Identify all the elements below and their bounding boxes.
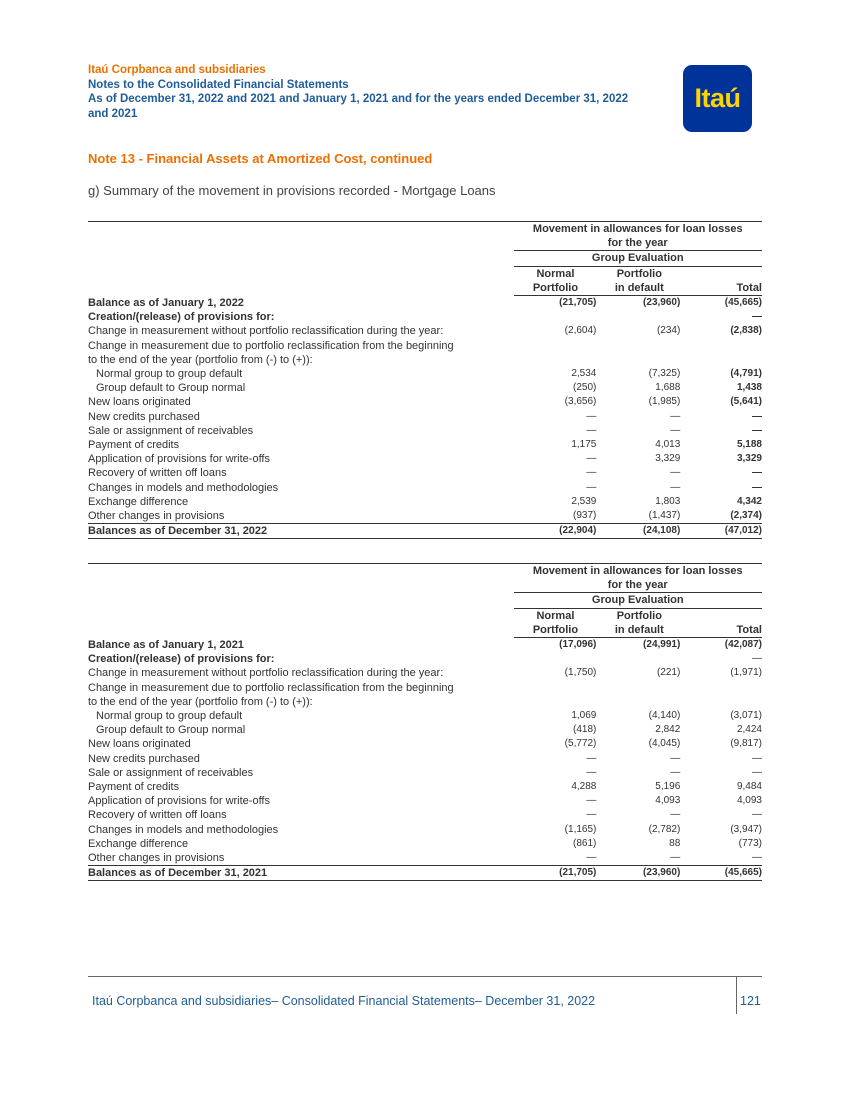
row-label: New credits purchased xyxy=(88,752,200,765)
header-line-2: Notes to the Consolidated Financial Statements xyxy=(88,78,349,91)
total-value: 5,188 xyxy=(736,439,762,451)
row-label: to the end of the year (portfolio from (-) to (+)): xyxy=(88,695,313,708)
row-label: New credits purchased xyxy=(88,410,200,423)
row-label: Balances as of December 31, 2022 xyxy=(88,524,514,539)
portfolio-in-default-value: 5,196 xyxy=(655,781,681,793)
col-default-heading-b: in default xyxy=(597,623,681,638)
total-value: (4,791) xyxy=(730,368,762,380)
total-value: — xyxy=(752,467,762,479)
portfolio-in-default-value: (2,782) xyxy=(648,823,681,835)
table-row xyxy=(88,310,762,324)
total-value xyxy=(681,681,762,695)
table-row xyxy=(88,524,762,539)
row-label: Change in measurement without portfolio reclassification during the year: xyxy=(88,667,444,680)
table-row xyxy=(88,452,762,466)
normal-portfolio-value: (2,604) xyxy=(564,325,597,337)
row-label: Exchange difference xyxy=(88,495,189,508)
total-value: — xyxy=(752,766,762,778)
table-row xyxy=(88,438,762,452)
total-value: (1,971) xyxy=(730,667,762,679)
portfolio-in-default-value: 1,688 xyxy=(655,382,681,394)
table-heading-line-2: for the year xyxy=(514,578,762,593)
normal-portfolio-value: 1,175 xyxy=(571,439,597,451)
col-default-heading-b: in default xyxy=(597,281,681,296)
portfolio-in-default-value: (23,960) xyxy=(643,297,681,309)
table-row xyxy=(88,339,762,353)
footer-vertical-divider xyxy=(736,976,737,1014)
portfolio-in-default-value: (23,960) xyxy=(597,866,681,881)
portfolio-in-default-value xyxy=(597,652,681,666)
normal-portfolio-value: 2,534 xyxy=(571,368,597,380)
table-row xyxy=(88,424,762,438)
total-value: (42,087) xyxy=(724,639,762,651)
normal-portfolio-value: — xyxy=(586,467,597,479)
normal-portfolio-value xyxy=(514,353,598,367)
table-row xyxy=(88,367,762,381)
total-value: — xyxy=(752,809,762,821)
group-evaluation-heading: Group Evaluation xyxy=(514,593,762,608)
row-label: Changes in models and methodologies xyxy=(88,823,279,836)
normal-portfolio-value: — xyxy=(586,809,597,821)
table-row xyxy=(88,466,762,480)
row-label: Change in measurement due to portfolio reclassification from the beginning xyxy=(88,339,454,352)
row-label: Normal group to group default xyxy=(96,710,243,723)
col-total-heading: Total xyxy=(681,623,762,638)
row-label: New loans originated xyxy=(88,396,191,409)
table-row xyxy=(88,666,762,680)
portfolio-in-default-value: 4,093 xyxy=(655,795,681,807)
company-name: Itaú Corpbanca and subsidiaries xyxy=(88,64,266,76)
portfolio-in-default-value: — xyxy=(670,467,681,479)
normal-portfolio-value: (1,750) xyxy=(564,667,597,679)
group-evaluation-heading: Group Evaluation xyxy=(514,251,762,266)
portfolio-in-default-value: — xyxy=(670,481,681,493)
table-row xyxy=(88,681,762,695)
row-label: Application of provisions for write-offs xyxy=(88,453,270,466)
table-row xyxy=(88,709,762,723)
header-line-4: and 2021 xyxy=(88,107,138,120)
table-row xyxy=(88,808,762,822)
col-total-heading: Total xyxy=(681,281,762,296)
portfolio-in-default-value: — xyxy=(670,852,681,864)
portfolio-in-default-value xyxy=(597,353,681,367)
portfolio-in-default-value: (4,045) xyxy=(648,738,681,750)
portfolio-in-default-value: 1,803 xyxy=(655,495,681,507)
row-label: Recovery of written off loans xyxy=(88,467,227,480)
row-label: Change in measurement without portfolio reclassification during the year: xyxy=(88,325,444,338)
col-normal-heading-a: Normal xyxy=(536,609,575,622)
row-label: Normal group to group default xyxy=(96,368,243,381)
total-value: — xyxy=(752,311,762,323)
normal-portfolio-value: — xyxy=(586,424,597,436)
normal-portfolio-value: — xyxy=(586,453,597,465)
portfolio-in-default-value xyxy=(597,681,681,695)
normal-portfolio-value: — xyxy=(586,481,597,493)
normal-portfolio-value: — xyxy=(586,852,597,864)
portfolio-in-default-value: — xyxy=(670,410,681,422)
portfolio-in-default-value: — xyxy=(670,424,681,436)
portfolio-in-default-value xyxy=(597,695,681,709)
normal-portfolio-value xyxy=(514,652,598,666)
row-label: Balances as of December 31, 2021 xyxy=(88,866,514,881)
row-label: Sale or assignment of receivables xyxy=(88,766,254,779)
row-label: New loans originated xyxy=(88,738,191,751)
normal-portfolio-value: (21,705) xyxy=(559,297,597,309)
total-value: (47,012) xyxy=(681,524,762,539)
table-row xyxy=(88,381,762,395)
row-label: Group default to Group normal xyxy=(96,724,246,737)
table-row xyxy=(88,638,762,653)
normal-portfolio-value: (3,656) xyxy=(564,396,597,408)
normal-portfolio-value: (1,165) xyxy=(564,823,597,835)
table-row xyxy=(88,353,762,367)
total-value: — xyxy=(752,481,762,493)
col-normal-heading-b: Portfolio xyxy=(514,281,598,296)
table-row xyxy=(88,652,762,666)
footer-divider xyxy=(88,976,762,977)
total-value: (45,665) xyxy=(724,297,762,309)
table-row xyxy=(88,509,762,524)
document-header xyxy=(88,63,688,121)
portfolio-in-default-value: (1,437) xyxy=(648,510,681,522)
table-heading-line-2: for the year xyxy=(514,236,762,251)
table-row xyxy=(88,851,762,866)
portfolio-in-default-value: 4,013 xyxy=(655,439,681,451)
normal-portfolio-value: (937) xyxy=(573,510,597,522)
normal-portfolio-value xyxy=(514,681,598,695)
total-value: (2,838) xyxy=(730,325,762,337)
table-row xyxy=(88,823,762,837)
portfolio-in-default-value xyxy=(597,310,681,324)
portfolio-in-default-value xyxy=(597,339,681,353)
logo-text: Itaú xyxy=(694,83,741,113)
section-title: g) Summary of the movement in provisions recorded - Mortgage Loans xyxy=(88,183,496,198)
table-row xyxy=(88,723,762,737)
table-row xyxy=(88,737,762,751)
total-value xyxy=(681,695,762,709)
normal-portfolio-value: — xyxy=(586,410,597,422)
row-label: Creation/(release) of provisions for: xyxy=(88,653,275,666)
row-label: to the end of the year (portfolio from (-) to (+)): xyxy=(88,353,313,366)
normal-portfolio-value: (17,096) xyxy=(559,639,597,651)
normal-portfolio-value: (418) xyxy=(573,724,597,736)
table-row xyxy=(88,837,762,851)
total-value xyxy=(681,353,762,367)
table-row xyxy=(88,766,762,780)
total-value: 2,424 xyxy=(736,724,762,736)
portfolio-in-default-value: (221) xyxy=(656,667,681,679)
normal-portfolio-value xyxy=(514,310,598,324)
normal-portfolio-value: 4,288 xyxy=(571,781,597,793)
footer-text: Itaú Corpbanca and subsidiaries– Consolidated Financial Statements– December 31, 2022 xyxy=(92,994,596,1008)
table-row xyxy=(88,866,762,881)
table-row xyxy=(88,780,762,794)
total-value: (2,374) xyxy=(730,510,762,522)
portfolio-in-default-value: (234) xyxy=(656,325,681,337)
row-label: Change in measurement due to portfolio reclassification from the beginning xyxy=(88,681,454,694)
row-label: Payment of credits xyxy=(88,781,180,794)
portfolio-in-default-value: (1,985) xyxy=(648,396,681,408)
portfolio-in-default-value: 3,329 xyxy=(655,453,681,465)
total-value: — xyxy=(752,752,762,764)
total-value: — xyxy=(752,653,762,665)
provisions-table-2022 xyxy=(88,221,762,539)
table-row xyxy=(88,495,762,509)
normal-portfolio-value: (21,705) xyxy=(514,866,598,881)
row-label: Application of provisions for write-offs xyxy=(88,795,270,808)
table-row xyxy=(88,794,762,808)
total-value: — xyxy=(752,852,762,864)
page-number: 121 xyxy=(740,994,761,1008)
row-label: Balance as of January 1, 2021 xyxy=(88,639,244,652)
row-label: Balance as of January 1, 2022 xyxy=(88,297,244,310)
table-row xyxy=(88,324,762,338)
row-label: Exchange difference xyxy=(88,837,189,850)
total-value xyxy=(681,339,762,353)
total-value: (45,665) xyxy=(681,866,762,881)
itau-logo xyxy=(683,65,752,132)
header-line-3: As of December 31, 2022 and 2021 and January 1, 2021 and for the years ended December 31, 2022 xyxy=(88,93,629,105)
table-row xyxy=(88,481,762,495)
total-value: — xyxy=(752,424,762,436)
total-value: 4,093 xyxy=(736,795,762,807)
normal-portfolio-value: — xyxy=(586,795,597,807)
normal-portfolio-value: 2,539 xyxy=(571,495,597,507)
row-label: Other changes in provisions xyxy=(88,510,225,523)
table-heading-line-1: Movement in allowances for loan losses xyxy=(514,564,762,579)
row-label: Group default to Group normal xyxy=(96,382,246,395)
total-value: 3,329 xyxy=(736,453,762,465)
provisions-table-2021 xyxy=(88,563,762,881)
portfolio-in-default-value: (7,325) xyxy=(648,368,681,380)
normal-portfolio-value: (861) xyxy=(573,837,597,849)
total-value: (5,641) xyxy=(730,396,762,408)
portfolio-in-default-value: 2,842 xyxy=(655,724,681,736)
note-title: Note 13 - Financial Assets at Amortized Cost, continued xyxy=(88,151,433,166)
table-row xyxy=(88,410,762,424)
row-label: Changes in models and methodologies xyxy=(88,481,279,494)
normal-portfolio-value: (250) xyxy=(573,382,597,394)
total-value: (773) xyxy=(738,837,762,849)
normal-portfolio-value: — xyxy=(586,752,597,764)
total-value: 9,484 xyxy=(736,781,762,793)
portfolio-in-default-value: — xyxy=(670,752,681,764)
portfolio-in-default-value: — xyxy=(670,766,681,778)
row-label: Other changes in provisions xyxy=(88,852,225,865)
row-label: Sale or assignment of receivables xyxy=(88,424,254,437)
normal-portfolio-value xyxy=(514,339,598,353)
row-label: Creation/(release) of provisions for: xyxy=(88,311,275,324)
row-label: Recovery of written off loans xyxy=(88,809,227,822)
normal-portfolio-value xyxy=(514,695,598,709)
row-label: Payment of credits xyxy=(88,439,180,452)
normal-portfolio-value: — xyxy=(586,766,597,778)
total-value: (3,071) xyxy=(730,710,762,722)
table-row xyxy=(88,695,762,709)
normal-portfolio-value: 1,069 xyxy=(571,710,597,722)
portfolio-in-default-value: 88 xyxy=(669,837,681,849)
col-normal-heading-b: Portfolio xyxy=(514,623,598,638)
table-heading-line-1: Movement in allowances for loan losses xyxy=(514,222,762,237)
portfolio-in-default-value: — xyxy=(670,809,681,821)
portfolio-in-default-value: (24,108) xyxy=(597,524,681,539)
total-value: 1,438 xyxy=(736,382,762,394)
portfolio-in-default-value: (24,991) xyxy=(643,639,681,651)
total-value: (3,947) xyxy=(730,823,762,835)
total-value: — xyxy=(752,410,762,422)
table-row xyxy=(88,296,762,311)
total-value: (9,817) xyxy=(730,738,762,750)
total-value: 4,342 xyxy=(736,495,762,507)
col-normal-heading-a: Normal xyxy=(536,267,575,280)
table-row xyxy=(88,395,762,409)
col-default-heading-a: Portfolio xyxy=(616,267,662,280)
table-row xyxy=(88,752,762,766)
normal-portfolio-value: (22,904) xyxy=(514,524,598,539)
portfolio-in-default-value: (4,140) xyxy=(648,710,681,722)
normal-portfolio-value: (5,772) xyxy=(564,738,597,750)
col-default-heading-a: Portfolio xyxy=(616,609,662,622)
